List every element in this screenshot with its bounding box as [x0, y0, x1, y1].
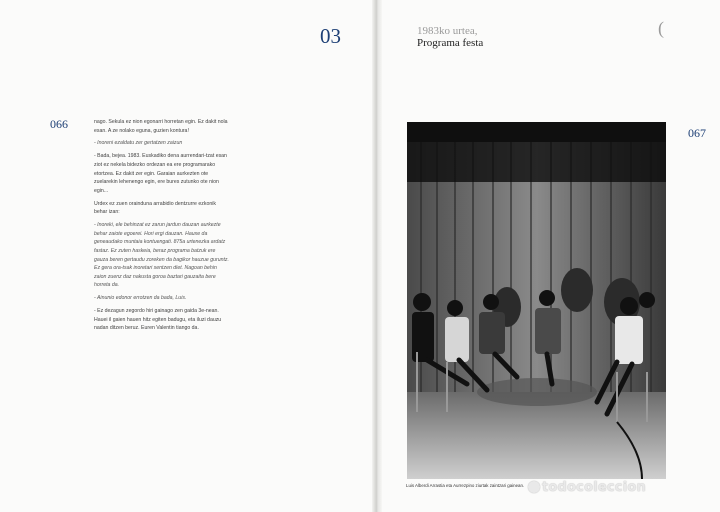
chapter-number: 03 [320, 24, 341, 48]
paragraph: nago. Sekula ez nion egonarri horretan egin. Ez dakit nola esan. A ze nolako eguna, guzien kontura! [94, 119, 228, 134]
photo-caption: Luis Alberdi Arrastia eta Aurrezpino ziurtak zaintzari gainean. [406, 483, 525, 488]
paragraph: - Ez dezagun zegordo hiri gainago zen gaida 3e-nean. Hauei il gaien hauen hitz egiten badugu, eta iluzi dauzu nadan ditzen beruz. Euren Valentin tiango da. [94, 308, 222, 332]
corner-mark: ( [658, 18, 664, 38]
watermark-text: todocoleccion [542, 480, 646, 495]
paragraph: - Ainunio edonor errotzen da bada, Luis. [94, 295, 187, 302]
header-title: Programa festa [417, 37, 484, 49]
left-page-number: 066 [50, 117, 68, 131]
paragraph: - Bada, bejea. 1983. Euskadiko dena aurrendari-tzat esan ziot ez nekela bidezko ordezan ea ere programarako etortzea. Ez dakit zer egin. Garaian aurkezten ote zuelarekin lehenengo egin, ere bures zutunko ote nion egin... [94, 153, 227, 194]
paragraph: Urdex ez zuen orainduna arrabidio dentzurre ezkonik behar izan: [94, 200, 216, 216]
paragraph: - Inoreki, ele behinzat ez zarun jardun dauzan aurkezte behar zaiote egoerei. Hori ergi dauzan. Hauxe da geneaudako muntaia kontuengati. 875a urtenezka ardatz fastaz. Ez zuten haskeia, beraz programa batzuk ere gauza beren gertaudu zoreken da bagikor hauzue guruntz. Ez gera ora-tsak inoretari sentzen diet. Nagoan behin zaion zuenz daz nakusta goroa baztari gauzaita bere horreta da. [94, 222, 229, 289]
right-page-number: 067 [688, 126, 706, 140]
watermark-logo-icon [528, 481, 540, 493]
paragraph: - Inoreni ezaldatu zer gertatzen zaizun [94, 140, 183, 147]
book-gutter [372, 0, 382, 512]
tv-studio-photo [407, 122, 666, 479]
header-year: 1983ko urtea, [417, 25, 478, 37]
photo-illustration [407, 122, 666, 479]
interview-text [94, 118, 230, 337]
